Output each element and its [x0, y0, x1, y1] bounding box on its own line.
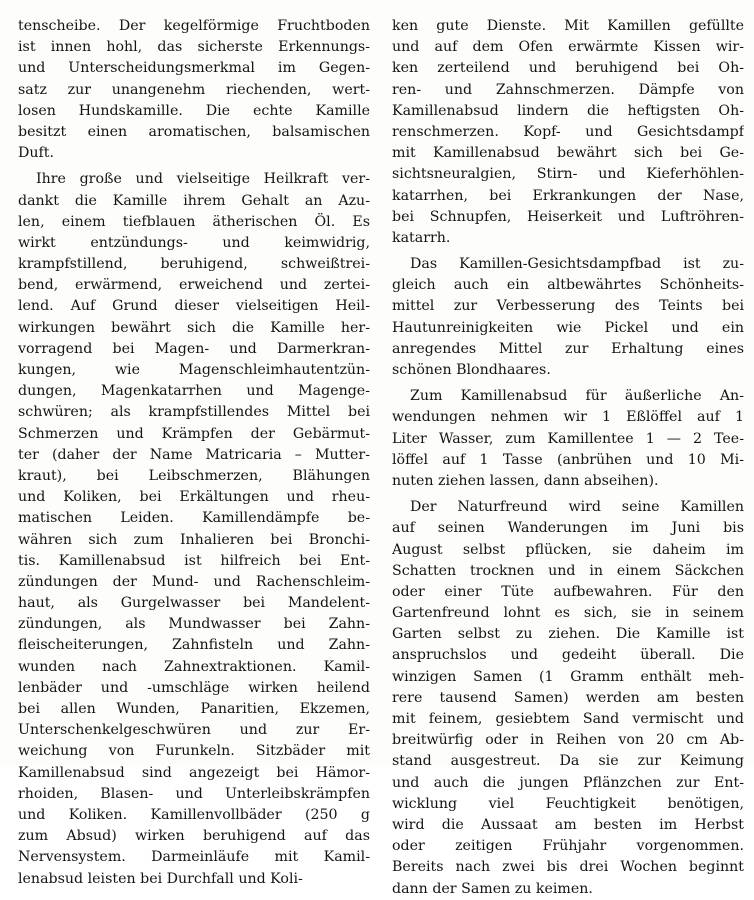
paragraph	[18, 16, 370, 164]
text-line: Das Kamillen-Gesichtsdampfbad ist zu-	[410, 256, 744, 273]
text-line: winzigen Samen (1 Gramm enthält meh-	[392, 668, 744, 685]
text-line: lenabsud leisten bei Durchfall und Koli-	[18, 870, 303, 887]
text-line: breitwürfig oder in Reihen von 20 cm Ab-	[392, 732, 744, 749]
text-line: losen Hundskamille. Die echte Kamille	[18, 102, 370, 119]
text-line: kungen, wie Magenschleimhautentzün-	[18, 362, 370, 378]
text-line: Nervensystem. Darmeinläufe mit Kamil-	[18, 849, 370, 866]
paragraph	[18, 169, 370, 889]
text-line: zündungen der Mund- und Rachenschleim-	[18, 573, 370, 590]
text-line: besitzt einen aromatischen, balsamischen	[18, 123, 370, 140]
text-line: bend, erwärmend, erweichend und zertei-	[18, 277, 370, 294]
text-line: haut, als Gurgelwasser bei Mandelent-	[18, 595, 370, 612]
text-line: len, einem tiefblauen ätherischen Öl. Es	[18, 213, 370, 230]
text-line: Liter Wasser, zum Kamillentee 1 — 2 Tee-	[392, 430, 744, 447]
text-line: Bereits nach zwei bis drei Wochen beginnt	[392, 859, 744, 876]
text-line: katarrhen, bei Erkrankungen der Nase,	[392, 187, 744, 204]
text-line: wirkungen bewährt sich die Kamille her-	[18, 319, 370, 336]
text-line: Duft.	[18, 145, 54, 162]
text-line: rere tausend Samen) werden am besten	[392, 689, 744, 706]
text-line: Gartenfreund lohnt es sich, sie in seinem	[392, 605, 744, 622]
text-line: kraut), bei Leibschmerzen, Blähungen	[18, 467, 370, 484]
text-line: schwüren; als krampfstillendes Mittel bei	[18, 404, 370, 421]
paragraph	[392, 386, 744, 492]
text-line: schönen Blondhaares.	[392, 362, 551, 378]
text-line: sichtsneuralgien, Stirn- und Kieferhöhlen-	[392, 166, 744, 183]
text-line: nuten ziehen lassen, dann abseihen).	[392, 472, 659, 489]
text-line: auf seinen Wanderungen im Juni bis	[392, 520, 744, 537]
text-line: wird die Aussaat am besten im Herbst	[392, 816, 744, 833]
text-line: tis. Kamillenabsud ist hilfreich bei Ent-	[18, 552, 370, 569]
text-line: Garten selbst zu ziehen. Die Kamille ist	[392, 626, 744, 643]
text-line: ken gute Dienste. Mit Kamillen gefüllte	[392, 18, 744, 34]
text-line: Kamillenabsud sind angezeigt bei Hämor-	[18, 764, 370, 781]
text-line: rhoiden, Blasen- und Unterleibskrämpfen	[18, 785, 370, 802]
paragraph	[392, 254, 744, 381]
text-line: ist innen hohl, das sicherste Erkennungs-	[18, 39, 370, 56]
text-line: zum Absud) wirken beruhigend auf das	[18, 828, 370, 845]
text-line: Schatten trocknen und in einem Säckchen	[392, 562, 744, 579]
text-line: wendungen nehmen wir 1 Eßlöffel auf 1	[392, 409, 744, 426]
text-line: Kamillenabsud lindern die heftigsten Oh-	[392, 102, 744, 119]
text-line: stand ausgestreut. Da sie zur Keimung	[392, 753, 744, 770]
text-line: bei allen Wunden, Panaritien, Ekzemen,	[18, 701, 370, 717]
text-line: Schmerzen und Krämpfen der Gebärmut-	[18, 425, 370, 442]
text-line: Hautunreinigkeiten wie Pickel und ein	[392, 319, 744, 336]
text-line: wirkt entzündungs- und keimwidrig,	[18, 234, 370, 251]
text-line: wicklung viel Feuchtigkeit benötigen,	[392, 795, 744, 812]
text-line: dann der Samen zu keimen.	[392, 880, 593, 897]
text-line: Der Naturfreund wird seine Kamillen	[410, 499, 744, 516]
text-line: tenscheibe. Der kegelförmige Fruchtboden	[18, 18, 370, 34]
paragraph	[392, 16, 744, 249]
text-line: ken zerteilend und beruhigend bei Oh-	[392, 60, 744, 77]
text-line: lend. Auf Grund dieser vielseitigen Heil-	[18, 298, 370, 315]
text-line: dungen, Magenkatarrhen und Magenge-	[18, 383, 370, 400]
text-line: bei Schnupfen, Heiserkeit und Luftröhren-	[392, 208, 744, 225]
right-text-column	[392, 16, 744, 900]
text-line: und Koliken. Kamillenvollbäder (250 g	[18, 806, 370, 823]
text-line: löffel auf 1 Tasse (anbrühen und 10 Mi-	[392, 451, 744, 468]
text-line: oder einer Tüte aufbewahren. Für den	[392, 583, 744, 600]
text-line: ter (daher der Name Matricaria – Mutter-	[18, 446, 370, 463]
left-text-column	[18, 16, 370, 890]
text-line: mit feinem, gesiebtem Sand vermischt und	[392, 711, 744, 727]
text-line: fleischeiterungen, Zahnfisteln und Zahn-	[18, 637, 370, 654]
text-line: krampfstillend, beruhigend, schweißtrei-	[18, 256, 370, 273]
text-line: anspruchslos und gedeiht überall. Die	[392, 647, 744, 664]
text-line: dankt die Kamille ihrem Gehalt an Azu-	[18, 192, 370, 209]
text-line: und auch die jungen Pflänzchen zur Ent-	[392, 774, 744, 791]
text-line: gleich auch ein altbewährtes Schönheits-	[392, 277, 744, 294]
text-line: wunden nach Zahnextraktionen. Kamil-	[18, 658, 370, 675]
text-line: zündungen, als Mundwasser bei Zahn-	[18, 616, 370, 633]
text-line: und auf dem Ofen erwärmte Kissen wir-	[392, 39, 744, 56]
text-line: mit Kamillenabsud bewährt sich bei Ge-	[392, 145, 744, 162]
text-line: renschmerzen. Kopf- und Gesichtsdampf	[392, 123, 744, 140]
text-line: lenbäder und -umschläge wirken heilend	[18, 679, 370, 696]
text-line: Unterschenkelgeschwüren und zur Er-	[18, 722, 370, 739]
text-line: und Unterscheidungsmerkmal im Gegen-	[18, 60, 370, 77]
text-line: und Koliken, bei Erkältungen und rheu-	[18, 489, 370, 506]
text-line: währen sich zum Inhalieren bei Bronchi-	[18, 531, 370, 548]
text-line: matischen Leiden. Kamillendämpfe be-	[18, 510, 370, 527]
text-line: Ihre große und vielseitige Heilkraft ver-	[36, 171, 370, 188]
text-line: mittel zur Verbesserung des Teints bei	[392, 298, 744, 315]
text-line: ren- und Zahnschmerzen. Dämpfe von	[392, 81, 744, 98]
text-line: anregendes Mittel zur Erhaltung eines	[392, 340, 744, 357]
text-line: oder zeitigen Frühjahr vorgenommen.	[392, 838, 744, 855]
text-line: August selbst pflücken, sie daheim im	[392, 541, 744, 558]
text-line: vorragend bei Magen- und Darmerkran-	[18, 340, 370, 357]
text-line: weichung von Furunkeln. Sitzbäder mit	[18, 743, 370, 760]
text-line: Zum Kamillenabsud für äußerliche An-	[410, 388, 744, 405]
text-line: katarrh.	[392, 229, 451, 246]
text-line: satz zur unangenehm riechenden, wert-	[18, 81, 370, 98]
paragraph	[392, 497, 744, 900]
